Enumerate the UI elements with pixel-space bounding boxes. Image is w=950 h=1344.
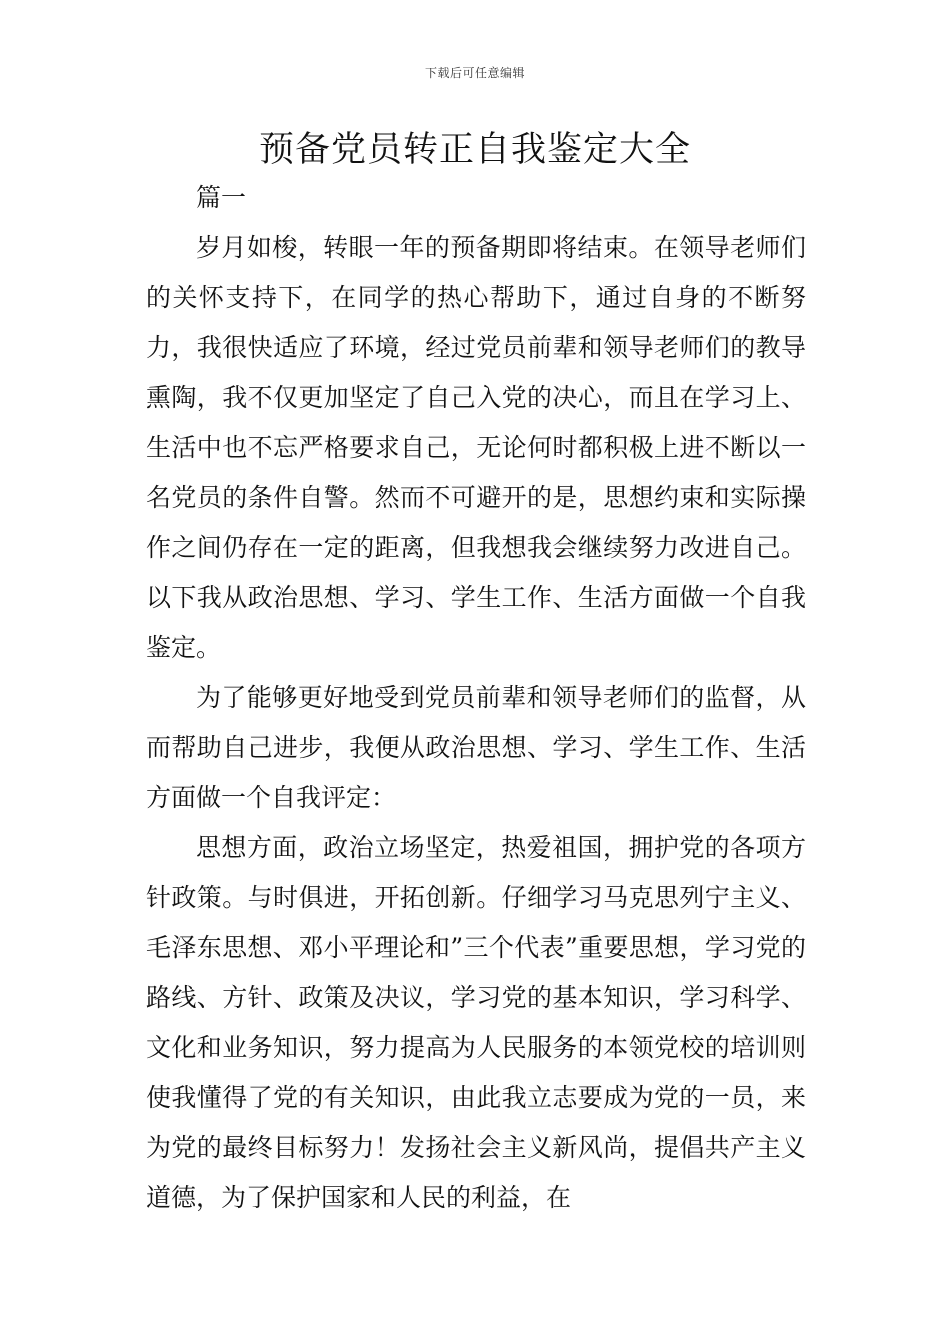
paragraph: 岁月如梭，转眼一年的预备期即将结束。在领导老师们的关怀支持下，在同学的热心帮助下，通过自身的不断努力，我很快适应了环境，经过党员前辈和领导老师们的教导熏陶，我不仅更加坚定了自己入党的决心，而且在学习上、生活中也不忘严格要求自己，无论何时都积极上进不断以一名党员的条件自警。然而不可避开的是，思想约束和实际操作之间仍存在一定的距离，但我想我会继续努力改进自己。以下我从政治思想、学习、学生工作、生活方面做一个自我鉴定。 [146, 233, 806, 662]
paragraph: 为了能够更好地受到党员前辈和领导老师们的监督，从而帮助自己进步，我便从政治思想、学习、学生工作、生活方面做一个自我评定： [146, 683, 806, 812]
paragraph: 思想方面，政治立场坚定，热爱祖国，拥护党的各项方针政策。与时俱进，开拓创新。仔细学习马克思列宁主义、毛泽东思想、邓小平理论和”三个代表”重要思想，学习党的路线、方针、政策及决议，学习党的基本知识，学习科学、文化和业务知识，努力提高为人民服务的本领党校的培训则使我懂得了党的有关知识，由此我立志要成为党的一员，来为党的最终目标努力！发扬社会主义新风尚，提倡共产主义道德，为了保护国家和人民的利益，在 [146, 833, 806, 1212]
section-heading: 篇一 [196, 183, 247, 212]
document-title: 预备党员转正自我鉴定大全 [258, 130, 691, 170]
header-note: 下载后可任意编辑 [424, 66, 525, 80]
document-body [146, 173, 806, 1223]
